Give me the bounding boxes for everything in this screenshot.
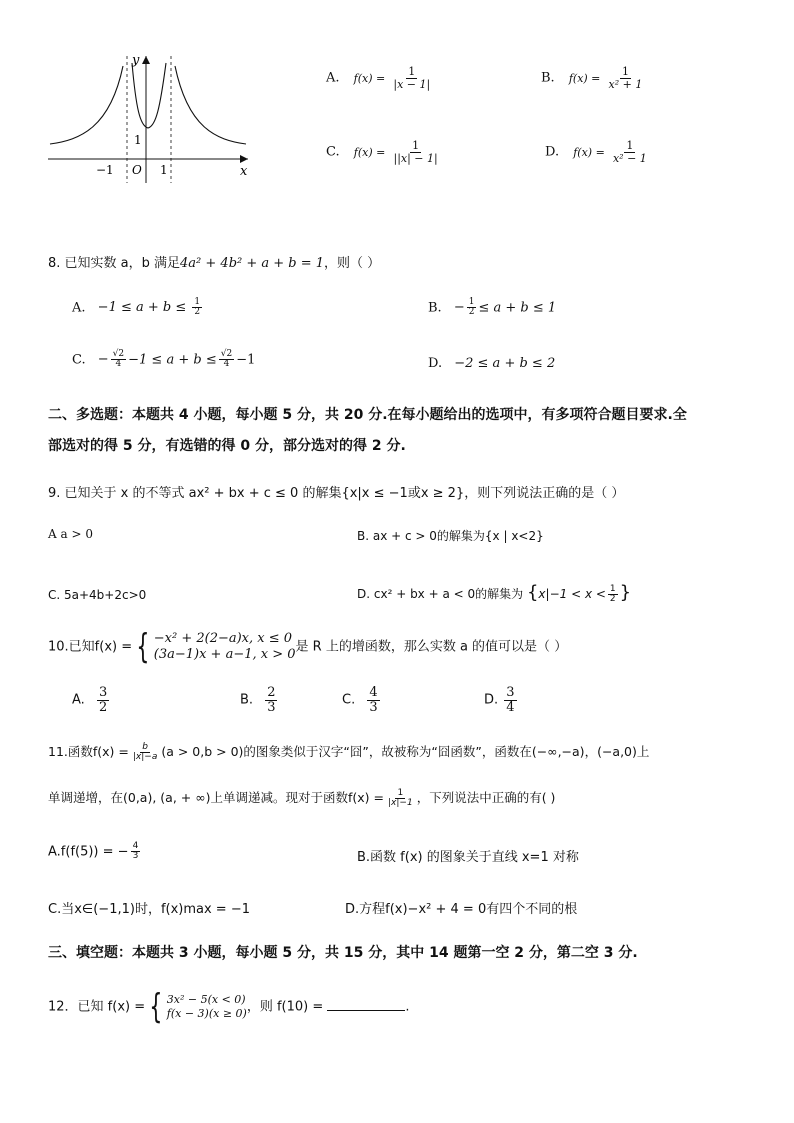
q9-option-a: A a > 0 — [48, 527, 93, 541]
q9-option-d: D. cx² + bx + a < 0的解集为 {x|−1 < x < $\frac{1}{2}$ } — [357, 582, 632, 604]
q7-option-b: B. f(x) = $\frac{1}{\text{x² + 1}}$ — [541, 65, 643, 91]
q7-option-c-fraction: $\frac{1}{||x| - 1|}$ — [393, 139, 438, 165]
q10-option-d: D. $\frac{3}{4}$ — [484, 685, 515, 715]
q7-option-c: C. f(x) = $\frac{1}{||x| - 1|}$ — [326, 139, 438, 165]
q9-option-b: B. ax + c > 0的解集为{x | x<2} — [357, 529, 544, 543]
x-axis-arrow — [240, 155, 248, 163]
y-axis-label: y — [132, 53, 140, 68]
tick-neg1: −1 — [96, 163, 114, 177]
section2-heading-line1: 二、多选题：本题共 4 小题，每小题 5 分，共 20 分.在每小题给出的选项中，有多项符合题目要求.全 — [48, 407, 687, 423]
origin-label: O — [132, 163, 142, 177]
q8-stem: 8. 已知实数 a，b 满足4a² + 4b² + a + b = 1，则（ ） — [48, 256, 381, 271]
q11-stem-line2: 单调递增，在(0,a), (a, + ∞)上单调递减。现对于函数f(x) = $\frac{1}{|x|-1}$ ，下列说法中正确的有( ) — [48, 787, 556, 808]
q10-option-b: B. $\frac{2}{3}$ — [240, 685, 276, 715]
q8-option-b: B. − $\frac{1}{2}$ ≤ a + b ≤ 1 — [428, 297, 557, 318]
x-axis-label: x — [240, 164, 248, 179]
q7-option-a-fraction: $\frac{1}{|x - 1|}$ — [393, 65, 431, 91]
q9-option-c: C. 5a+4b+2c>0 — [48, 588, 147, 602]
q8-option-a: A. −1 ≤ a + b ≤ $\frac{1}{2}$ — [72, 297, 201, 318]
curve-right-branch — [175, 66, 246, 144]
q10-option-a: A. $\frac{3}{2}$ — [72, 685, 108, 715]
q10-option-c: C. $\frac{4}{3}$ — [342, 685, 378, 715]
function-graph — [40, 48, 260, 183]
q11-option-a: A.f(f(5)) = − $\frac{4}{3}$ — [48, 841, 139, 862]
q7-option-a: A. f(x) = $\frac{1}{|x - 1|}$ — [326, 65, 431, 91]
q11-option-b: B.函数 f(x) 的图象关于直线 x=1 对称 — [357, 850, 579, 865]
q7-option-d: D. f(x) = $\frac{1}{\text{x² − 1}}$ — [545, 139, 647, 165]
y-axis-arrow — [142, 56, 150, 64]
q11-stem-line1: 11.函数f(x) = $\frac{b}{|x|-a}$ (a > 0,b > 0)的图象类似于汉字“囧”，故被称为“囧函数”，函数在(−∞,−a)，(−a,0)上 — [48, 741, 650, 762]
curve-left-branch — [50, 66, 123, 144]
tick-pos1: 1 — [160, 163, 168, 177]
q11-option-d: D.方程f(x)−x² + 4 = 0有四个不同的根 — [345, 902, 578, 917]
section2-heading-line2: 部选对的得 5 分，有选错的得 0 分，部分选对的得 2 分. — [48, 438, 406, 454]
section3-heading: 三、填空题：本题共 3 小题，每小题 5 分，共 15 分，其中 14 题第一空 2 分，第二空 3 分. — [48, 945, 638, 961]
curve-middle-branch — [132, 63, 166, 128]
q9-stem: 9. 已知关于 x 的不等式 ax² + bx + c ≤ 0 的解集{x|x ≤ −1或x ≥ 2}，则下列说法正确的是（ ） — [48, 486, 625, 501]
q11-option-c: C.当x∈(−1,1)时，f(x)max = −1 — [48, 902, 250, 917]
q7-option-d-fraction: $\frac{1}{\text{x² − 1}}$ — [612, 139, 647, 165]
q12-stem: 12．已知 f(x) = { 3x² − 5(x < 0) f(x − 3)(x ≥ 0) ，则 f(10) = . — [48, 987, 410, 1027]
y-tick-1: 1 — [134, 133, 142, 147]
q8-option-d: D. −2 ≤ a + b ≤ 2 — [428, 356, 556, 371]
q10-stem: 10.已知f(x) = { −x² + 2(2−a)x, x ≤ 0 (3a−1)x + a−1, x > 0 是 R 上的增函数，那么实数 a 的值可以是（ ） — [48, 627, 568, 667]
q7-option-b-fraction: $\frac{1}{\text{x² + 1}}$ — [608, 65, 643, 91]
q12-answer-blank[interactable] — [327, 1010, 405, 1011]
q8-option-c: C. − $\frac{√2}{4}$ −1 ≤ a + b ≤ $\frac{√2}{4}$ −1 — [72, 349, 256, 370]
